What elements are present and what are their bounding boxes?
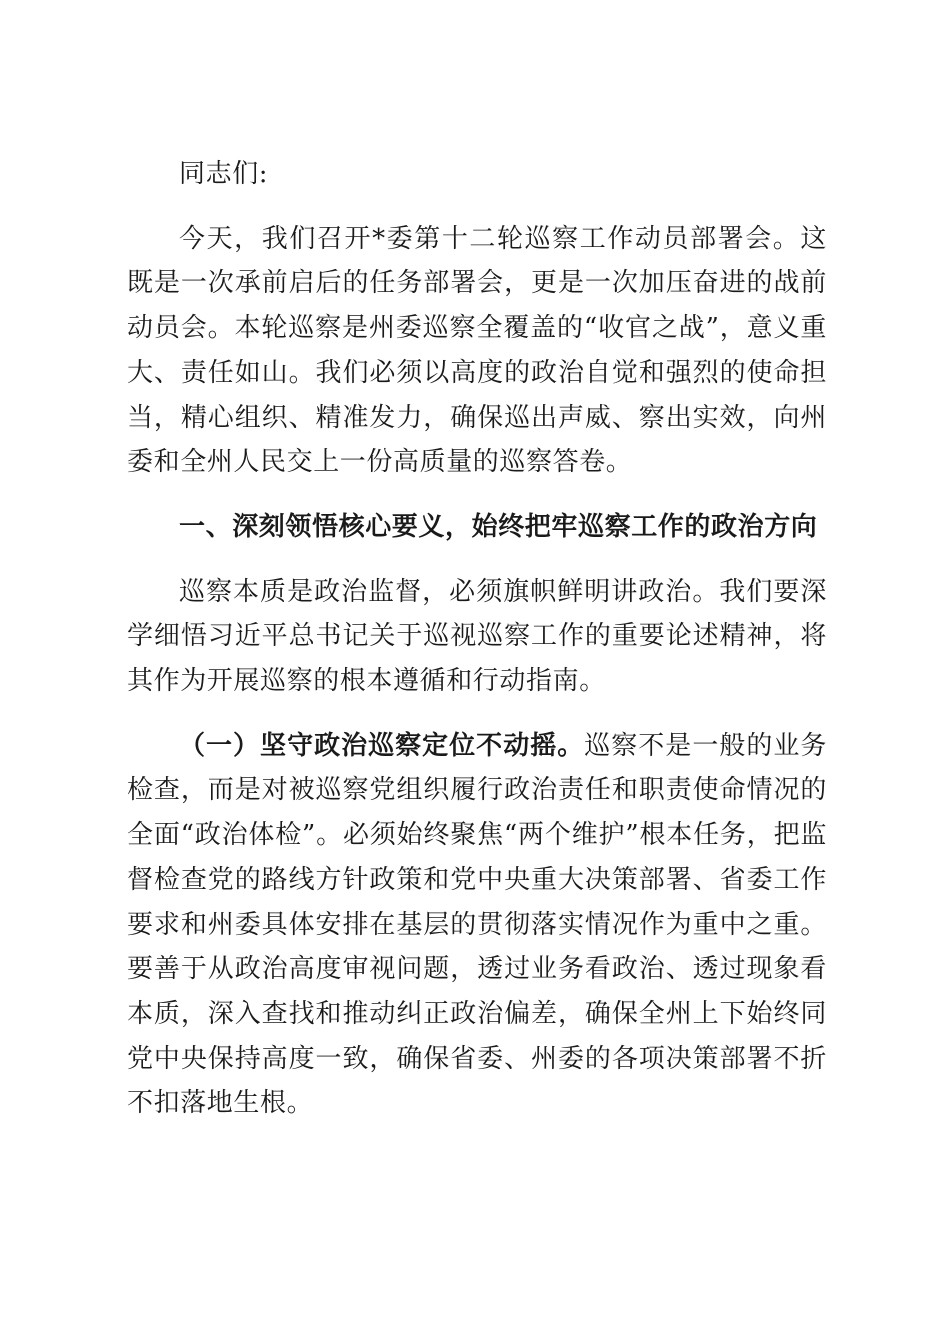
subsection-paragraph (127, 724, 827, 1126)
subsection-lead: （一）坚守政治巡察定位不动摇。 (179, 730, 585, 761)
intro-paragraph: 今天，我们召开*委第十二轮巡察工作动员部署会。这既是一次承前启后的任务部署会，更是一次加压奋进的战前动员会。本轮巡察是州委巡察全覆盖的“收官之战”，意义重大、责任如山。我们必须以高度的政治自觉和强烈的使命担当，精心组织、精准发力，确保巡出声威、察出实效，向州委和全州人民交上一份高质量的巡察答卷。 (127, 223, 827, 478)
subsection-text: 巡察不是一般的业务检查，而是对被巡察党组织履行政治责任和职责使命情况的全面“政治体检”。必须始终聚焦“两个维护”根本任务，把监督检查党的路线方针政策和党中央重大决策部署、省委工作要求和州委具体安排在基层的贯彻落实情况作为重中之重。要善于从政治高度审视问题，透过业务看政治、透过现象看本质，深入查找和推动纠正政治偏差，确保全州上下始终同党中央保持高度一致，确保省委、州委的各项决策部署不折不扣落地生根。 (127, 730, 827, 1119)
section-heading: 一、深刻领悟核心要义，始终把牢巡察工作的政治方向 (179, 511, 818, 542)
section-body-paragraph: 巡察本质是政治监督，必须旗帜鲜明讲政治。我们要深学细悟习近平总书记关于巡视巡察工作的重要论述精神，将其作为开展巡察的根本遵循和行动指南。 (127, 576, 827, 697)
salutation: 同志们: (179, 159, 269, 189)
document-body (127, 152, 827, 1146)
